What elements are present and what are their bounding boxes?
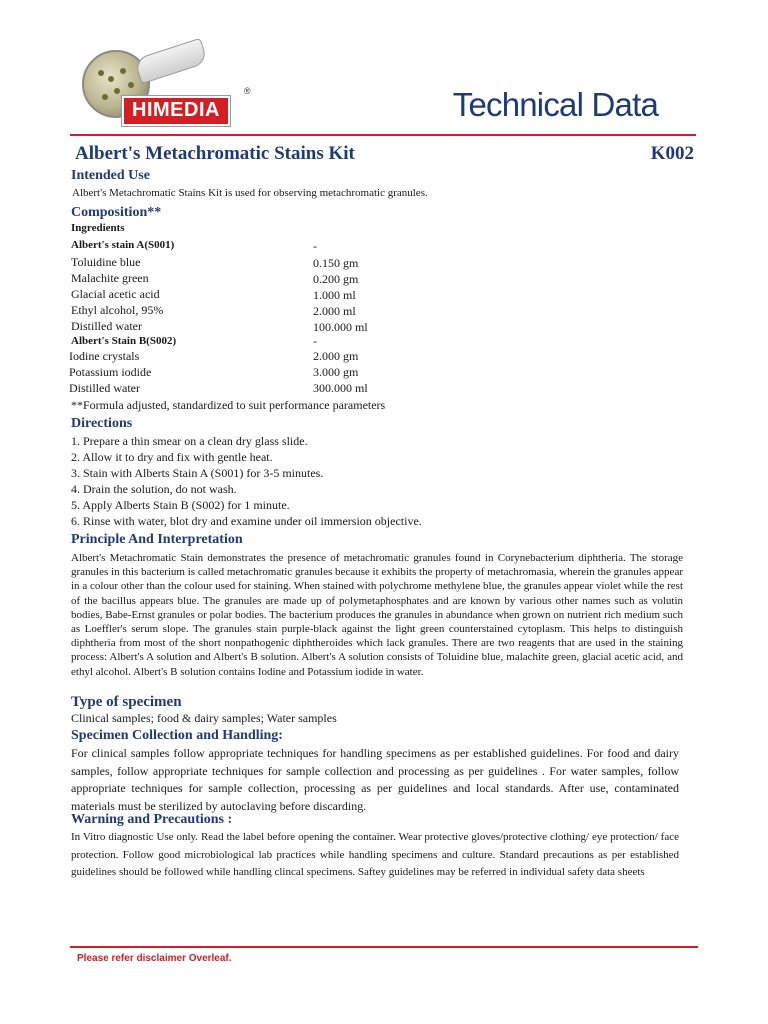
direction-step: 1. Prepare a thin smear on a clean dry glass slide. [71,434,308,448]
intended-use-text: Albert's Metachromatic Stains Kit is used for observing metachromatic granules. [72,187,428,199]
ingredient-name: Toluidine blue [71,255,141,269]
principle-heading: Principle And Interpretation [71,532,243,547]
ingredient-amount: 0.200 gm [313,272,359,286]
composition-heading: Composition** [71,205,162,220]
ingredient-amount: 2.000 gm [313,349,359,363]
registered-mark: ® [244,86,251,96]
directions-heading: Directions [71,416,133,431]
footer-divider [70,946,698,948]
ingredient-name: Distilled water [69,381,140,395]
himedia-logo [78,48,253,126]
gloved-hand-icon [134,38,209,84]
direction-step: 6. Rinse with water, blot dry and examine under oil immersion objective. [71,514,422,528]
warning-text: In Vitro diagnostic Use only. Read the label before opening the container. Wear protective gloves/protective clothing/ eye protection/ face protection. Follow good microbiological lab practices while handling specimens and culture. Standard precautions as per established guidelines should be followed while handling clincal specimens. Saftey guidelines may be referred in individual safety data sheets [71,831,679,878]
ingredient-name: Malachite green [71,271,149,285]
ingredient-name: Iodine crystals [69,349,140,363]
ingredient-name: Glacial acetic acid [71,287,160,301]
technical-data-title: Technical Data [452,86,658,123]
stain-a-value: - [313,239,317,253]
stain-a-name: Albert's stain A(S001) [71,239,175,251]
ingredient-amount: 3.000 gm [313,365,359,379]
specimen-collection-heading: Specimen Collection and Handling: [71,728,283,743]
principle-text: Albert's Metachromatic Stain demonstrates the presence of metachromatic granules found in Corynebacterium diphtheria. The storage granules in this bacterium is called metachromatic granules because it exhibits the property of metachromasia, wherein the granules appear in a colour other than the colour used for staining. When stained with polychrome methylene blue, the granules appear violet while the rest of the bacillus appears blue. The granules are made up of polymetaphosphates and are known by various other names such as volutin bodies, Babe-Ernst granules or polar bodies. The bacterium produces the granules in abundance when grown on nutrient rich medium such as Loeffler's serum slope. The granules stain purple-black against the light green counterstained cytoplasm. This helps to distinguish diphtheria from most of the short nonpathogenic diphtheroides which lack granules. There are two reagents that are used in the staining process: Albert's A solution and Albert's B solution. Albert's A solution consists of Toluidine blue, malachite green, glacial acetic acid, and ethyl alcohol. Albert's B solution contains Iodine and Potassium iodide in water. [71,552,683,678]
page-header [0,0,768,140]
composition-footnote: **Formula adjusted, standardized to suit performance parameters [71,398,386,412]
ingredient-name: Potassium iodide [69,365,152,379]
header-divider [70,134,696,136]
logo-brand-text: HIMEDIA [122,96,230,126]
specimen-type-text: Clinical samples; food & dairy samples; Water samples [71,711,337,725]
stain-b-value: - [313,334,317,348]
direction-step: 5. Apply Alberts Stain B (S002) for 1 minute. [71,498,290,512]
specimen-collection-text: For clinical samples follow appropriate techniques for handling specimens as per established guidelines. For food and dairy samples, follow appropriate techniques for sample collection and processing as per guidelines . For water samples, follow appropriate techniques for sample collection, processing as per guidelines and local standards. After use, contaminated materials must be sterilized by autoclaving before discarding. [71,746,679,813]
direction-step: 4. Drain the solution, do not wash. [71,482,237,496]
intended-use-heading: Intended Use [71,168,150,183]
disclaimer-note: Please refer disclaimer Overleaf. [77,953,232,964]
direction-step: 3. Stain with Alberts Stain A (S001) for 3-5 minutes. [71,466,324,480]
ingredient-amount: 300.000 ml [313,381,368,395]
direction-step: 2. Allow it to dry and fix with gentle heat. [71,450,273,464]
ingredient-name: Distilled water [71,319,142,333]
specimen-type-heading: Type of specimen [71,694,182,710]
ingredients-label: Ingredients [71,222,125,234]
product-code: K002 [650,143,694,164]
warning-heading: Warning and Precautions : [71,812,233,827]
ingredient-amount: 1.000 ml [313,288,356,302]
document-title: Albert's Metachromatic Stains Kit [75,143,355,164]
ingredient-name: Ethyl alcohol, 95% [71,303,164,317]
ingredient-amount: 2.000 ml [313,304,356,318]
ingredient-amount: 100.000 ml [313,320,368,334]
stain-b-name: Albert's Stain B(S002) [71,335,177,347]
ingredient-amount: 0.150 gm [313,256,359,270]
